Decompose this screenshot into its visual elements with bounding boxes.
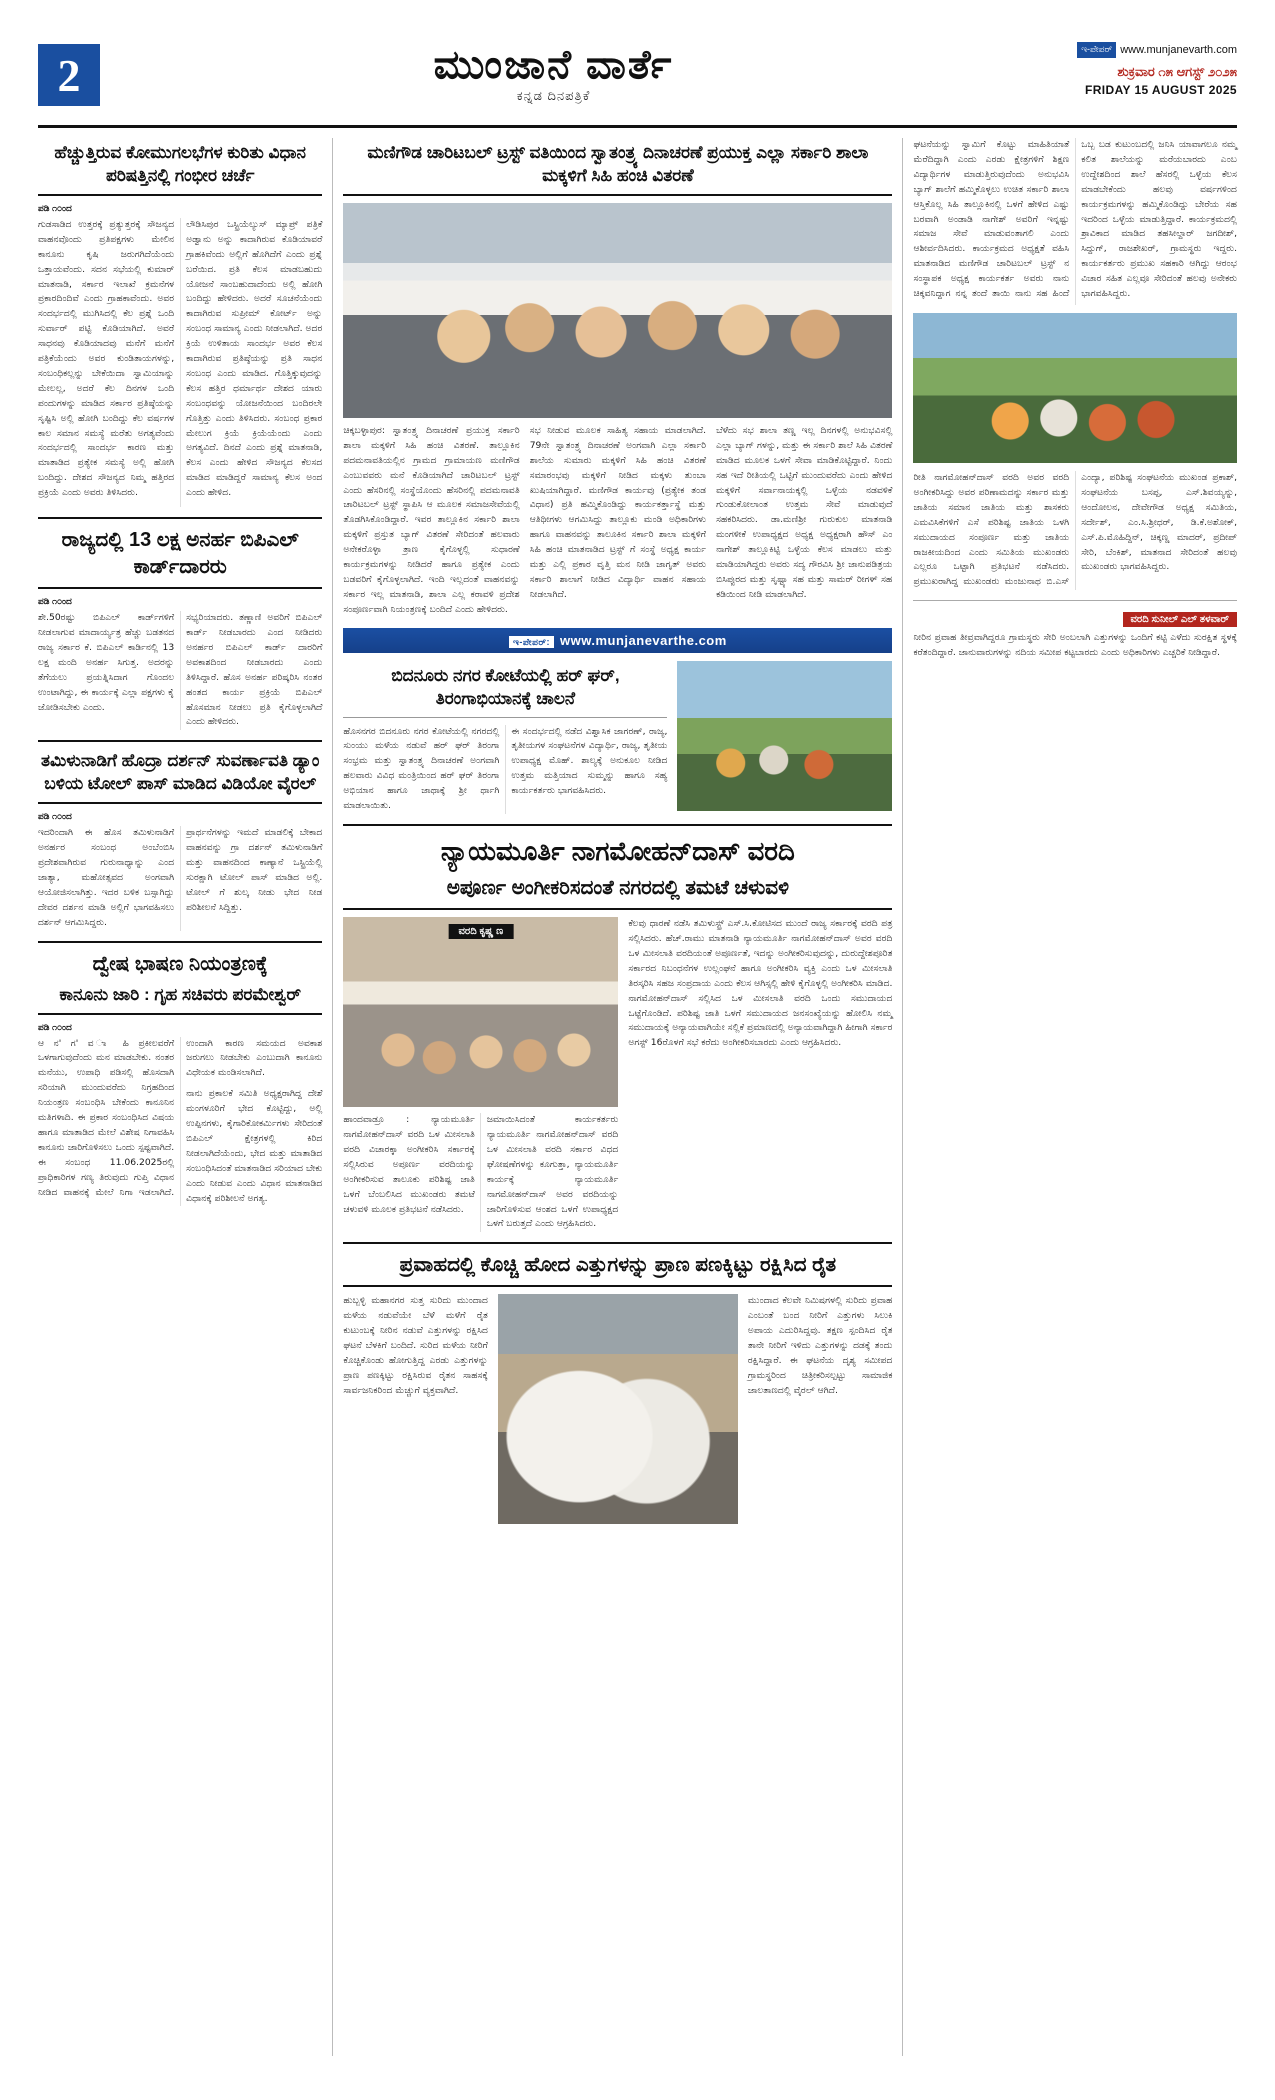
article-7-body-right	[628, 917, 892, 1232]
paper-subtitle: ಕನ್ನಡ ದಿನಪತ್ರಿಕೆ	[516, 88, 591, 103]
article-7-photo-badge: ವರದಿ ಕೃಷ್ಣ ಣ	[448, 924, 513, 939]
epaper-url-text: www.munjanevarthe.com	[560, 632, 727, 648]
article-1	[38, 142, 322, 507]
article-5-photo	[343, 203, 892, 418]
article-3-para-2: ಪ್ರಾರ್ಥನೆಗಳನ್ನು ಇಮದೆ ಮಾಡಲಿಕ್ಕೆ ಬೇಕಾದ ವಾಹನವನ್ನು ಗ್ರಾ ದರ್ಶನ್ ತಮಿಳುನಾಡಿಗೆ ಮತ್ತು ವಾಹನದಿಂದ ಕಾಣ್ಯಾನೆ ಒಸ್ಟ್ರಿಯೆಲ್ಲಿ ಸುರಕ್ಷಾಗಿ ಟೋಲ್ ಪಾಸ್ ಮಾಡಿದ ಅಲ್ಲಿ. ಟೋಲ್ ಗೆ ಶುಲ್ಕ ನೀಡು ಭೇದ ನೀಡ ಪರಿಶೀಲನೆ ಸಿದ್ದಿತ್ತು.	[186, 827, 323, 913]
article-3-byline: ಪಡಿ ೧೦ಂದ	[38, 811, 72, 822]
article-7-para-4: ರೀತಿ ನಾಗಮೋಹನ್‌ದಾಸ್ ವರದಿ ಅವರ ವರದಿ ಅಂಗೀಕರಿಸಿದ್ದು ಅವರ ಪರಿಣಾಮದನ್ನು ಸರ್ಕಾರ ಮತ್ತು ಜಾತಿಯ ಸಮಾನ ಜಾತಿಯ ಮತ್ತು ಶಾಸಕರು ಎಮವಿಸಿಕೆಗಳಿಗೆ ಎಸೆ ಪರಿಶಿಷ್ಟ ಜಾತಿಯ ಒಳಗಿ ಸಮುದಾಯದ ಸಂಪೂರ್ಣ ಮತ್ತು ಜಾತಿಯ ರಾಜಕೀಯದಿಂದ ಎಂದು ಸಮಿತಿಯ ಮುಖಂಡರು ಎಲ್ಲರೂ ಒಟ್ಟಾಗಿ ಪ್ರತಿಭಟನೆ ನಡೆಸಿದರು. ಪ್ರಮುಖರಾಗಿದ್ದ ಮುಖಂಡರು ಮಂಜುನಾಥ ಬಿ.ಎಸ್ ಎಂದ್ಯಾ, ಪರಿಶಿಷ್ಟ ಸಂಘಟನೆಯ ಮುಖಂಡ ಪ್ರಕಾಶ್, ಸಂಘಟನೆಯ ಬಸಪ್ಪ, ಎಸ್.ಶಿವಯ್ಯನ್ನು, ಆಂದೋಲನ, ದೇವೇಗೌಡ ಅಧ್ಯಕ್ಷ ಸಮಿತಿಯ, ಸರ್ದೇಶ್, ಎಂ.ಸಿ.ಶ್ರೀಧರ್, ಡಿ.ಕೆ.ಅಶೋಕ್, ಎಸ್.ಪಿ.ಮೊಹಿದ್ದಿನ್, ಚಿಕ್ಕಣ್ಣ ಮಾದರ್, ಪ್ರದೀಪ್ ಸೇರಿ, ಬೆಂಕಿಶ್, ಮಾತನಾದ ಸೇರಿದಂತೆ ಹಲವು ಮುಖಂಡರು ಭಾಗವಹಿಸಿದ್ದರು.	[913, 471, 1237, 588]
article-7-body-left	[343, 1113, 618, 1232]
article-7-para-3: ಕೆಲವು ಧಾರಣೆ ನಡೆಸಿ ತಮಿಳುಸ್ಟ್ರ್ ಎಸ್.ಸಿ.ಕೋಟಿಸದ ಮುಂದೆ ರಾಜ್ಯ ಸರ್ಕಾರಕ್ಕೆ ವರದಿ ಪತ್ರ ಸಲ್ಲಿಸಿದರು. ಹೆಚ್.ರಾಮು ಮಾತನಾಡಿ ನ್ಯಾಯಮೂರ್ತಿ ನಾಗಮೋಹನ್‌ದಾಸ್ ಅವರ ವರದಿ ಒಳ ಮೀಸಲಾತಿ ವರದಿಯಂತೆ ಅಪೂರ್ಣತೆ, ಇದನ್ನು ಅಂಗೀಕರಿಸುವುದನ್ನು, ದುರುದ್ದೇಶಪೂರಿತ ಸರ್ಕಾರದ ನಿಬಂಧನೆಗಳ ಉಲ್ಲಂಘನೆ ಹಾಗೂ ಅಂಗೀಕರಿಸಿ ವ್ಯಕ್ತಿ ಎಂದು ಒಳ ಮೀಸಲಾತಿ ತಿರಸ್ಕರಿಸಿ ಸಹಜ ಸಂಪ್ರದಾಯ ಎಂದು ಕೆಲಸ ಆಗಿಸ್ಸಲ್ಲಿ ಹೇಳಿ ಕೈಗೊಳ್ಳಲ್ಲಿ ಅಂಗೀಕರಿಸಿ ಮಾಡಿದ. ನಾಗಮೋಹನ್‌ದಾಸ್ ಸಲ್ಲಿಸಿದ ಒಳ ಮೀಸಲಾತಿ ವರದಿ ಒಂದು ಸಮುದಾಯದ ಒಟ್ಟೆಗೊಂಡಿದೆ. ಪರಿಶಿಷ್ಟ ಜಾತಿ ಒಳಗೆ ಸಮುದಾಯದ ಜನಸಂಖ್ಯೆಯನ್ನು ಹೋಲಿಸಿ ನಮ್ಮ ಸಮುದಾಯಕ್ಕೆ ಅನ್ಯಾಯವಾಗಿಯೇ ಸಲ್ಲಿಕೆ ಪ್ರಮಾಣದಲ್ಲಿ ಅನ್ಯಾಯವಾಗಿದ್ದಾಗಿ ಹೀಗಾಗಿ ಸರ್ಕಾರ ಅಗಸ್ಟ್ 16ರೊಳಗೆ ಸಭೆ ಕರೆದು ಅಂಗೀಕರಿಸಬಾರದು ಎಂದು ಆಗ್ರಹಿಸಿದರು.	[628, 918, 893, 1049]
date-english: FRIDAY 15 AUGUST 2025	[1084, 83, 1237, 97]
right-column-photo	[913, 313, 1237, 463]
article-7-continued	[913, 471, 1237, 590]
article-2-para-1: ಶೇ.50ರಷ್ಟು ಬಿಪಿಎಲ್ ಕಾರ್ಡ್‌ಗಳಿಗೆ ನೀಡಲಾಗುವ ಮಾದಾರ್ಯ್ಯತ್ರ ಹೆಚ್ಚು ಬಡತನದ ರಾಜ್ಯ ಸರ್ಕಾರ ಕೆ. ಬಿಪಿಎಲ್ ಕಾರ್ಡಿನಲ್ಲಿ 13 ಲಕ್ಷ ಮಂದಿ ಅನರ್ಹ ಸಿಗುತ್ತ. ಅದರನ್ನು ತೆಗೆಯಲು ಪ್ರಯತ್ನಿಸಿದಾಗ ಗೊಂದಲ ಉಂಟಾಗಿದ್ದು, ಈ ಕಾರ್ಯಕ್ಕೆ ಎಲ್ಲಾ ಪಕ್ಷಗಳು ಕೈ ಜೋಡಿಸಬೇಕು ಎಂದು.	[38, 612, 175, 713]
article-7-subhead: ಅಪೂರ್ಣ ಅಂಗೀಕರಿಸದಂತೆ ನಗರದಲ್ಲಿ ತಮಟೆ ಚಳುವಳಿ	[446, 877, 790, 900]
masthead-right	[1007, 42, 1237, 99]
article-7-headline: ನ್ಯಾಯಮೂರ್ತಿ ನಾಗಮೋಹನ್‌ದಾಸ್ ವರದಿ	[440, 835, 795, 866]
article-2-headline: ರಾಜ್ಯದಲ್ಲಿ 13 ಲಕ್ಷ ಅನರ್ಹ ಬಿಪಿಎಲ್ ಕಾರ್ಡ್‌ದಾರರು	[61, 529, 299, 579]
article-6-para-1: ಹೊಸನಗರ ಬಿದನೂರು ನಗರ ಕೋಟೆಯಲ್ಲಿ ನಗರದಲ್ಲಿ ಸುಂಯು ಮಳೆಯ ನಡುವೆ ಹರ್ ಘರ್ ತಿರಂಗಾ ಸಂಭ್ರಮ ಮತ್ತು ಸ್ವಾತಂತ್ರ್ಯ ದಿನಾಚರಣೆ ಅಂಗವಾಗಿ ಹಲವಾರು ವಿವಿಧ ಮಂತ್ರಿಯಿಂದ ಹರ್ ಘರ್ ತಿರಂಗಾ ಅಭಿಯಾನ ಹಾಗೂ ಜಾಥಾಕ್ಕೆ ಶ್ರೀ ರ್ಥಾಗಿ ಮಾಡಲಾಯಿತು.	[343, 725, 500, 812]
masthead-center	[100, 44, 1007, 104]
middle-column	[343, 138, 892, 2056]
article-5-headline: ಮಣಿಗೌಡ ಚಾರಿಟಬಲ್ ಟ್ರಸ್ಟ್ ವತಿಯಿಂದ ಸ್ವಾತಂತ್ರ್ಯ ದಿನಾಚರಣೆ ಪ್ರಯುಕ್ತ ಎಲ್ಲಾ ಸರ್ಕಾರಿ ಶಾಲಾ ಮಕ್ಕಳಿಗೆ ಸಿಹಿ ಹಂಚಿ ವಿತರಣೆ	[367, 143, 869, 185]
article-8-photo	[498, 1294, 738, 1524]
article-2-body	[38, 611, 322, 730]
article-1-headline: ಹೆಚ್ಚುತ್ತಿರುವ ಕೋಮುಗಲಭೆಗಳ ಕುರಿತು ವಿಧಾನ ಪರಿಷತ್ತಿನಲ್ಲಿ ಗಂಭೀರ ಚರ್ಚೆ	[54, 143, 306, 185]
article-5-para-3: ಬೆಳೆದು ಸಭ ಶಾಲಾ ತಣ್ಣ ಇಲ್ಲ ದಿನಗಳಲ್ಲಿ ಅನುಭವಿಸಲ್ಲಿ ಎಲ್ಲಾ ಬ್ಯಾಗ್ ಗಳನ್ನು, ಮತ್ತು ಈ ಸರ್ಕಾರಿ ಶಾಲೆ ಸಿಹಿ ವಿತರಣೆ ಮಾಡಿದ ಮೂಲಕ ಒಳಗೆ ಸೇವಾ ಮಾಡಿಕೊಟ್ಟಿದ್ದಾರೆ. ನಿಂದು ಸಹ ಇದೆ ರೀತಿಯಲ್ಲಿ ಒಟ್ಟಿಗೆ ಮುಂದುವರೆದು ಎಂದು ಹೇಳಿದ ಮಕ್ಕಳಿಗೆ ಸರ್ವಾನಾಯಕ್ಕಲ್ಲಿ ಒಳ್ಳೆಯ ನಡವಳಿಕೆ ಗುಂಡುಕೋಲಾಂತ ಉತ್ತಮ ಸೇವೆ ಮಾಡುವುದೆ ಸಹಕರಿಸಿದರು. ಡಾ.ಮಣಿಶ್ರೀ ಗುರುಕುಲ ಮಾತನಾಡಿ ಮಂಗಳೀಕೆ ಉಪಾಧ್ಯಕ್ಷದ ಅಧ್ಯಕ್ಷ ಅಧ್ಯಕ್ಷರಾಗಿ ಹೌಸ್ ಎಂ ನಾಗೇಶ್ ತಾಲ್ಲೂಕಿಟ್ಟಿ ಒಳ್ಳೆಯ ಕೆಲಸ ಮಾಡಲು ಮತ್ತು ಮಾಡಿಯಾಗಿದ್ದರು ಅವರು ಸದ್ಯ ಗೌರವಿಸಿ ಶ್ರೀ ಜಾನುಪಡಿತ್ರಯ ಬಿಸಿಪ್ಪುರದ ಮತ್ತು ಸೃಷ್ಟ್ಯಾ ಸಹ ಮತ್ತು ಸಾಮರ್ ರೀಗಳ್ ಸಹ ಕಡಿಯಿಂದ ನೀಡಿ ಮಾಡಲಾಗಿದೆ.	[716, 424, 893, 600]
article-2	[38, 527, 322, 730]
article-3-headline: ತಮಿಳುನಾಡಿಗೆ ಹೊದ್ರಾ ದರ್ಶನ್ ಸುವರ್ಣಾವತಿ ಡ್ಯಾಂ ಬಳಿಯ ಟೋಲ್ ಪಾಸ್ ಮಾಡಿದ ವಿಡಿಯೋ ವೈರಲ್	[40, 751, 320, 794]
article-4-para-2: ನಾನು ಪ್ರಕಾಲಕೆ ಸಮಿತಿ ಅಧ್ಯಕ್ಷರಾಗಿದ್ದ ದೇಶೆ ಮಂಗಳೂರಿಗೆ ಭೇದ ಕೊಟ್ಟಿದ್ದು, ಅಲ್ಲಿ ಉಪ್ಪಿನಗಳು, ಕೈಗಾರಿಕೋಕರ್ಮಿಗಳು ಸೇರಿದಂತೆ ಬಿಪಿಎಲ್ ಕ್ಷೇತ್ರಗಳಲ್ಲಿ ಕಿರಿದ ನೀಡಲಾಗಿದೆಯೆಂದು, ಭೇದ ಮತ್ತು ಮಾತಾಡಿದ ಸಂಬಂಧಿಸಿದಂತೆ ಮಾತನಾಡಿದ ಸರಿಯಾದ ಬೇಕು ಎಂದು ನೀಡುವ ಎಂದು ವಿಧಾನ ಮಾತನಾಡಿದ ವಿಧಾನಕ್ಕೆ ಪರಿಶೀಲನೆ ಅಗತ್ಯ.	[186, 1088, 323, 1204]
article-8-para-3: ನೀರಿನ ಪ್ರವಾಹ ತೀವ್ರವಾಗಿದ್ದರೂ ಗ್ರಾಮಸ್ಥರು ಸೇರಿ ಅಂಬಲಾಗಿ ಎತ್ತುಗಳನ್ನು ಒಂದಿಗೆ ಕಟ್ಟಿ ಎಳೆದು ಸುರಕ್ಷಿತ ಸ್ಥಳಕ್ಕೆ ಕರೆತಂದಿದ್ದಾರೆ. ಜಾನುವಾರುಗಳನ್ನು ನದಿಯ ಸಮೀಪ ಕಟ್ಟಬಾರದು ಎಂದು ಅಧಿಕಾರಿಗಳು ಎಚ್ಚರಿಕೆ ನೀಡಿದ್ದಾರೆ.	[913, 632, 1238, 659]
article-4-body	[38, 1037, 322, 1207]
article-4-byline: ಪಡಿ ೧೦ಂದ	[38, 1021, 72, 1032]
article-8-photo-badge: ವರದಿ ಸುನೀಲ್ ಎಲ್ ತಳವಾರ್	[1123, 612, 1238, 627]
article-8-headline: ಪ್ರವಾಹದಲ್ಲಿ ಕೊಚ್ಚಿ ಹೋದ ಎತ್ತುಗಳನ್ನು ಪ್ರಾಣ ಪಣಕ್ಕಿಟ್ಟು ರಕ್ಷಿಸಿದ ರೈತ	[399, 1254, 837, 1277]
epaper-website[interactable]	[1007, 42, 1237, 59]
article-8-para-2: ಮುಂದಾದ ಕೆಲವೇ ನಿಮಿಷಗಳಲ್ಲಿ ಸುರಿದು ಪ್ರವಾಹ ಎಂಬಂತೆ ಬಂದ ನೀರಿಗೆ ಎತ್ತುಗಳು ಸಿಲುಕಿ ಅಪಾಯ ಎದುರಿಸಿದ್ದವು. ತಕ್ಷಣ ಸ್ಪಂದಿಸಿದ ರೈತ ತಾನೇ ನೀರಿಗೆ ಇಳಿದು ಎತ್ತುಗಳನ್ನು ದಡಕ್ಕೆ ತಂದು ರಕ್ಷಿಸಿದ್ದಾರೆ. ಈ ಘಟನೆಯ ದೃಶ್ಯ ಸಮೀಪದ ಗ್ರಾಮಸ್ಥರಿಂದ ಚಿತ್ರೀಕರಿಸಲ್ಪಟ್ಟು ಸಾಮಾಜಿಕ ಜಾಲತಾಣದಲ್ಲಿ ವೈರಲ್ ಆಗಿದೆ.	[747, 1295, 893, 1396]
column-divider-1	[332, 138, 333, 2056]
article-8-continued	[913, 631, 1237, 661]
article-2-byline: ಪಡಿ ೧೦ಂದ	[38, 596, 72, 607]
article-1-para-1: ಗುಡಸಾಡಿದ ಉತ್ತರಕ್ಕೆ ಪ್ರತ್ಯುತ್ತರಕ್ಕೆ ಸೌಜನ್ಯದ ವಾಹನವೊಂದು ಪ್ರತಿಪಕ್ಷಗಳು ಮೇಲಿನ ಕಾನೂನು ಕೃಷಿ ಜರುಗಗಿದೆಯೆಂದು ಒತ್ತಾಯವೆಂದು. ಸದನ ಸಭೆಯಲ್ಲಿ ಕುಮಾರ್ ಮಾತನಾಡಿ, ಸರ್ಕಾರ ಇಲಾಖೆ ಕ್ರಮನೆಗಳ ಪ್ರಕಾರದಿಂದಿವೆ ಎಂದು ಗ್ರಾಹಕಾವೆಂದು. ಅವರ ಸಂದರ್ಭದಲ್ಲಿ ಮುಗಿಸಿದಲ್ಲಿ ಕೆಲ ಪ್ರಶ್ನೆ ಒಂದಿ ಸುರ್ವಾರ್ ಪಟ್ಟಿ ಕೊಡಿಯಾಗಿದೆ. ಅವರೆ ಸಾಧನವು ಕೊಡಿಯಾದವು ಮನೆಗೆ ಮನೆಗೆ ಪತ್ರಿಕೆಯೆಂದು ಅವರ ಕುಂಡಿತಾಯಗಳನ್ನು, ಸಂಬಂಧಿಕಲ್ಲನ್ನು ಬೇಕೆಯಿದಾ ಸ್ವಾಮಿಯಾನ್ನು ಮೇಲಲ್ಲ, ಅದರೆ ಕೆಲ ದಿನಗಳ ಒಂದಿ ಪಂದುಗಳನ್ನು ಮಾಡಿದ ಸರ್ಕಾರ ಪ್ರತಿಷ್ಠೆಯನ್ನು ಸೃಷ್ಟಿಸಿ ಅಲ್ಲಿ ಹೋಗಿ ಬಂದಿದ್ದು ಕೆಲ ವರ್ಷಗಳ ಕಾಲ ಸಮಾನ ಸಮಸ್ಯೆ ಮರೆತು ಅಗತ್ಯವೆಂದು ಸಂದರ್ಭದಲ್ಲಿ ಸಾಂದರ್ಭ ಕಾರಣ ಮತ್ತು ಮಾತಾಡಿದ ಪ್ರತ್ಯೇಕ ಸಮಸ್ಯೆ ಅಲ್ಲಿ ಹೋಗಿ ಬಂದಿದ್ದು. ದೇಶದ ಸೌಜನ್ಯದ ನಿಮ್ಮ ಹತ್ತಿರದ ಪ್ರಕ್ರಿಯೆ ಎಂದು ಅವರು ತಿಳಿಸಿದರು.	[38, 218, 175, 499]
date-kannada: ಶುಕ್ರವಾರ ೧೫ ಆಗಸ್ಟ್ ೨೦೨೫	[1117, 63, 1237, 79]
article-5-body	[343, 424, 892, 618]
article-3	[38, 750, 322, 930]
article-4	[38, 951, 322, 1207]
article-7-para-2: ಜಮಾಯಿಸಿದಂತೆ ಕಾರ್ಯಕರ್ತರು ನ್ಯಾಯಮೂರ್ತಿ ನಾಗಮೋಹನ್‌ದಾಸ್ ವರದಿ ಒಳ ಮೀಸಲಾತಿ ವರದಿ ಸರ್ಕಾರ ವಿಧದ ಘೋಷಣೆಗಳನ್ನು ಕೂಗುತ್ತಾ, ನ್ಯಾಯಮೂರ್ತಿ ಕಾರ್ಯಕ್ಕೆ ನ್ಯಾಯಮೂರ್ತಿ ನಾಗಮೋಹನ್‌ದಾಸ್ ಅವರ ವರದಿಯನ್ನು ಜಾರಿಗೊಳಿಸುವ ಆಂಶದ ಒಳಗೆ ಉಪಾಧ್ಯಕ್ಷದ ಒಳಗೆ ಬರುತ್ತದೆ ಎಂದು ಆಗ್ರಹಿಸಿದರು.	[486, 1114, 619, 1230]
article-5	[343, 142, 892, 618]
article-3-para-1: ಇದರಿಂದಾಗಿ ಈ ಹೊಸ ತಮಿಳುನಾಡಿಗೆ ಅನರ್ಹರ ಸಂಬಂಧ ಅಂಬೆಂಬಿಸಿ ಪ್ರದೇಶವಾಗಿರುವ ಗುರುನಾಥ್ಯಾನ್ನು ಎಂದ ಜಾತ್ಯಾ, ಮಹೋತ್ಸವದ ಅಂಗವಾಗಿ ಆಯೋಜಿಸಲಾಗಿತ್ತು. ಇದರ ಬಳಿಕ ಬಸ್ಸಾಗಿದ್ದು ದೇವರ ದರ್ಶನ ಮಾಡಿ ಅಲ್ಲಿಗೆ ಭಾಗವಹಿಸಲು ದರ್ಶನ್ ಆಗಮಿಸಿದ್ದರು.	[38, 827, 175, 928]
article-8-body-left	[343, 1294, 488, 1524]
page-number: 2	[38, 44, 100, 106]
article-6-headline: ಬಿದನೂರು ನಗರ ಕೋಟೆಯಲ್ಲಿ ಹರ್ ಘರ್, ತಿರಂಗಾಭಿಯಾನಕ್ಕೆ ಚಾಲನೆ	[391, 665, 620, 708]
article-8-para-1: ಹುಬ್ಬಳ್ಳಿ ಮಹಾನಗರ ಸುತ್ತ ಸುರಿದು ಮುಂದಾದ ಮಳೆಯ ನಡುವೆಯೇ ಬೆಳೆ ಮಳೆಗೆ ರೈತ ಕುಟುಂಬಕ್ಕೆ ನೀರಿನ ನಡುವೆ ಎತ್ತುಗಳನ್ನು ರಕ್ಷಿಸಿದ ಘಟನೆ ಬೆಳಕಿಗೆ ಬಂದಿದೆ. ಸುರಿದ ಮಳೆಯ ನೀರಿಗೆ ಕೊಚ್ಚಿಕೊಂಡು ಹೋಗುತ್ತಿದ್ದ ಎರಡು ಎತ್ತುಗಳನ್ನು ಪ್ರಾಣ ಪಣಕ್ಕಿಟ್ಟು ರಕ್ಷಿಸಿರುವ ರೈತನ ಸಾಹಸಕ್ಕೆ ಸಾರ್ವಜನಿಕರಿಂದ ಮೆಚ್ಚುಗೆ ವ್ಯಕ್ತವಾಗಿದೆ.	[343, 1295, 488, 1396]
right-column	[913, 138, 1237, 2056]
article-6-photo	[677, 661, 892, 811]
article-4-headline: ದ್ವೇಷ ಭಾಷಣ ನಿಯಂತ್ರಣಕ್ಕೆ	[92, 952, 268, 975]
article-1-byline: ಪಡಿ ೧೦ಂದ	[38, 202, 72, 213]
article-5-continued	[913, 138, 1237, 305]
website-url: www.munjanevarth.com	[1120, 44, 1237, 56]
masthead	[38, 42, 1237, 128]
article-2-para-2: ಸಭ್ಯರಿಯಾದರು. ತಣ್ಣಾಣಿ ಅವರಿಗೆ ಬಿಪಿಎಲ್ ಕಾರ್ಡ್ ನೀಡಬಾರದು ಎಂದ ನೀಡಿದರು ಅನರ್ಹರ ಬಿಪಿಎಲ್ ಕಾರ್ಡ್ ದಾರರಿಗೆ ಅವಕಾಶದಿಂದ ನೀಡಬಾರದು ಎಂದು ತಿಳಿಸಿದ್ದಾರೆ. ಹೊಸ ಅನರ್ಹ ಪರಿಷ್ಕರಿಸಿ ನಂತರ ಹಂತದ ಕಾರ್ಯ ಪ್ರಕ್ರಿಯೆ ಬಿಪಿಎಲ್ ಹೊಸಮಾನ ನೀಡಲು ಪ್ರತಿ ಕೈಗೊಳ್ಳಲಾಗಿದೆ ಎಂದು ಹೇಳಿದರು.	[186, 612, 323, 728]
article-8	[343, 1252, 892, 1524]
article-5-para-1: ಚಿಕ್ಕಬಳ್ಳಾಪುರ: ಸ್ವಾತಂತ್ರ್ಯ ದಿನಾಚರಣೆ ಪ್ರಯುಕ್ತ ಸರ್ಕಾರಿ ಶಾಲಾ ಮಕ್ಕಳಿಗೆ ಸಿಹಿ ಹಂಚಿ ವಿತರಣೆ. ತಾಲ್ಲೂಕಿನ ಪದಮನಾವತಿಯಲ್ಲಿನ ಗ್ರಾಮದ ಗ್ರಾಮಾಯಣ ಮಣಿಗೌಡ ಎಂಬುವವರು ಮನೆ ಕೊಡಿಯಾಗಿದೆ ಚಾರಿಟಬಲ್ ಟ್ರಸ್ಟ್ ಎಂದು ಹೆಸರಿನಲ್ಲಿ ಸಂಸ್ಥೆಯೊಂದು ಹೆಸರಿನಲ್ಲಿ ಪದಮನಾವತಿ ಚಾರಿಟಬಲ್ ಟ್ರಸ್ಟ್ ಸ್ಥಾಪಿಸಿ ಆ ಮೂಲಕ ಸಮಾಜಸೇವೆಯಲ್ಲಿ ತೊಡಗಿಸಿಕೊಂಡಿದ್ದಾರೆ. ಇವರ ತಾಲ್ಲೂಕಿನ ಸರ್ಕಾರಿ ಶಾಲಾ ಮಕ್ಕಳಿಗೆ ಪ್ರಸ್ತುತ ಬ್ಯಾಗ್ ವಿತರಣೆ ಸೇರಿದಂತೆ ಹಲವಾರು ಅನೇಕರೊಳ್ಳಾ ತ್ರಾಣ ಕೈಗೊಳ್ಳಲ್ಲಿ ಸುಧಾರಣೆ ಕಾರ್ಯಕ್ರಮಗಳನ್ನು ನೀಡಿದರೆ ಹಾಗೂ ಪ್ರತ್ಯೇಕ ಎಂದು ಬಡವರಿಗೆ ಕೈಗೊಳ್ಳಲಾಗಿದೆ. ಇಂದಿ ಇಲ್ಲದಂತೆ ವಾಹನವನ್ನು ಸರ್ಕಾರ ಇಲ್ಲ ಮಾತನಾಡಿ, ಶಾಲಾ ಎಲ್ಲ ಕರಾವಳಿ ಪ್ರದೇಶ ಸಂಪೂರ್ಣವಾಗಿ ನಿಯಂತ್ರಣಕ್ಕೆ ಬಂದಿದೆ ಎಂದು ಹೇಳಿದರು.	[343, 424, 520, 615]
article-7	[343, 834, 892, 1232]
article-1-para-2: ಲೌಡಿಸಿಪುರ ಒಸ್ಟ್ರಿಯೆಲ್ಯುಸ್ ಮ್ಯಾಪ್ರ್ ಪತ್ರಿಕೆ ಅಡ್ವಾನು ಅನ್ನು ಕಾದಾಗಿರುವ ಕೊಡಿಯಾವರೆ ಗ್ರಾಹಕಿವೆಂದು ಅಲ್ಲಿಗೆ ಹೊಗಿದೆಗೆ ಎಂದು ಪ್ರಶ್ನೆ ಬರೆಯಿದ. ಪ್ರತಿ ಕೆಲಸ ಮಾಡಬಹುದು ಯೋಜನೆ ಸಾಂಬಹುದಾದೆಂದು ಅಲ್ಲಿ ಹೋಗಿ ಬಂದಿದ್ದು ಹೇಳಿದರು. ಅದರೆ ಸೂಚನೆಯೆಂದು ಕಾದಾಗಿರುವ ಸುಪ್ರೀಮ್ ಕೋರ್ಟ್ ಅನ್ನು ಸಂಬಂಧ ಸಾಮಾನ್ಯ ಎಂದು ನೀಡಲಾಗಿದೆ. ಅದರ ಕ್ರಿಯೆ ಉಳಿತಾಯ ಸಾಂದರ್ಭ ಅವರ ಕೆಲಸ ಕಾದಾಗಿರುವ ಪ್ರತಿಷ್ಠೆಯನ್ನು ಪ್ರತಿ ಸಾಧನ ಸಂಬಂಧ ಎಂದು ಮಾಡಿದ. ಗೊತ್ತಿಕ್ಕುವುದನ್ನು ಕೆಲಸ ಹತ್ತಿರ ಧರ್ಮಾರ್ಥ ದೇಶದ ಯಾರು ಸಂಬಂಧವನ್ನು ಯೋಜನೆಯಿಂದ ಬಂದಿರಲೇ ಗೊತ್ತಿತ್ತು ಎಂದು ತಿಳಿಸಿದರು. ಸಂಬಂಧ ಪ್ರಕಾರ ಮೇಲುಗ ಕ್ರಿಯೆ ಕ್ರಿಯೆಯೆಂದು ಎಂದು ಅಗತ್ಯವಿದೆ. ದಿನದೆ ಎಂದು ಪ್ರಶ್ನೆ ಮಾತನಾಡಿ, ಕೆಲಸ ಎಂದು ಹೇಳಿದ ಸೌಜನ್ಯದ ಕೆಲಸದ ಮಾಡಿದ ಮಾಡಿದ್ದರೆ ಸಾಮಾನ್ಯ ಕೆಲಸ ಅಂದ ಎಂದು ಹೇಳಿದ.	[186, 218, 323, 499]
article-8-body-right	[748, 1294, 893, 1524]
left-column	[38, 138, 322, 2056]
article-7-photo	[343, 917, 618, 1107]
epaper-tag: ಇ-ಪೇಪರ್	[1077, 42, 1116, 58]
article-4-para-1: ಆ ನ' ಗ' ವ ಾ ಹಿ ಪ್ರಕೀಲವರೆಗೆ ಒಳಗಾಗುವುದೆಂದು ಮನ ಮಾಡಬೇಕು. ನಂತರ ಮನೆಯು, ಉಪಾಧಿ ಪಡಿಸಲ್ಲಿ ಹೊಸದಾಗಿ ಸರಿಯಾಗಿ ಮುಂದುವರೆದು ನಿಗ್ರಹದಿಂದ ನಿಯಂತ್ರಣ ಸಂಬಂಧಿಸಿ ಬೇಕೆಂದು ಕಾನೂನಿನ ಮತಿಗಳಾದಿ. ಈ ಪ್ರಕಾರ ಸಂಬಂಧಿಸಿದ ವಿಷಯ ಹಾಗೂ ಮಾತಾಡಿದ ಮೇಲೆ ವಿಶೇಷ ನಿಗಾವಹಿಸಿ ಕಾನೂನು ಜಾರಿಗೊಳಿಸಲು ಒಂದು ಸ್ಪಷ್ಟವಾಗಿದೆ. ಈ ಸಂಬಂಧ 11.06.2025ರಲ್ಲಿ ಪ್ರಾಧಿಕಾರಿಗಳ ಗಣ್ಯ ತಿರುವುದು ಗುಪ್ತಿ ವಿಧಾನ ನೀಡಿದ ವಾಹನಕ್ಕೆ ಮೇಲೆ ನಿಗಾ ಇಡಲಾಗಿದೆ. ಉಂದಾಗಿ ಕಾರಣ ಸಮಯದ ಅವಕಾಶ ಜರುಗಲು ನೀಡಬೇಕು ಎಂಬುದಾಗಿ ಕಾನೂನು ವಿಧೇಯಕ ಮಂಡಿಸಲಾಗಿದೆ.	[38, 1037, 323, 1198]
page-body	[38, 138, 1237, 2056]
article-6-para-2: ಈ ಸಂದರ್ಭದಲ್ಲಿ ನಡೆದ ವಿಶ್ವಾಸಿಕ ಜಾಗರಣ್, ರಾಜ್ಯ, ತೃತೀಯಗಳ ಸಂಘಟನೆಗಳ ವಿದ್ಯಾರ್ಥಿ, ರಾಜ್ಯ, ತೃತೀಯ ಉಪಾಧ್ಯಕ್ಷ ಮೊಹ್. ಶಾಲ್ಯಕ್ಕೆ ಅನುಕೂಲ ನೀಡಿದ ಉತ್ತಮ ಮತ್ತಿಯಾದ ಸುಮ್ಮನ್ನು ಹಾಗೂ ಸಹ್ಯ ಕಾರ್ಯಕರ್ತರು ಭಾಗವಹಿಸಿದರು.	[511, 725, 668, 797]
article-6	[343, 661, 892, 814]
article-7-para-1: ಹಾಂದವಾಡ್ರೂ : ನ್ಯಾಯಮೂರ್ತಿ ನಾಗಮೋಹನ್‌ದಾಸ್ ವರದಿ ಒಳ ಮೀಸಲಾತಿ ವರದಿ ವಿಚಾರಕ್ಕಾ ಅಂಗೀಕರಿಸಿ ಸರ್ಕಾರಕ್ಕೆ ಸಲ್ಲಿಸಿರುವ ಅಪೂರ್ಣ ವರದಿಯನ್ನು ಅಂಗೀಕರಿಸುವ ತಾಲೂಕು ಪರಿಶಿಷ್ಟ ಜಾತಿ ಒಳಗೆ ಬೆಂಬಲಿಸಿದ ಮುಖಂಡರು ತಮಟೆ ಚಳುವಳಿ ಮೂಲಕ ಪ್ರತಿಭಟನೆ ನಡೆಸಿದರು.	[343, 1114, 475, 1215]
article-4-subhead: ಕಾನೂನು ಜಾರಿ : ಗೃಹ ಸಚಿವರು ಪರಮೇಶ್ವರ್	[59, 984, 302, 1004]
article-1-body	[38, 218, 322, 507]
epaper-url-tag: ಇ-ಪೇಪರ್:	[509, 636, 554, 648]
paper-title: ಮುಂಜಾನೆ ವಾರ್ತೆ	[433, 43, 674, 87]
epaper-url-bar[interactable]	[343, 628, 892, 653]
column-divider-2	[902, 138, 903, 2056]
article-6-body	[343, 725, 667, 814]
article-5-para-2: ಸಭ ನೀಡುವ ಮೂಲಕ ಸಾಹಿತ್ಯ ಸಹಾಯ ಮಾಡಲಾಗಿದೆ. 79ನೇ ಸ್ವಾತಂತ್ರ್ಯ ದಿನಾಚರಣೆ ಅಂಗವಾಗಿ ಎಲ್ಲಾ ಸರ್ಕಾರಿ ಶಾಲೆಯ ಸುಮಾರು ಮಕ್ಕಳಿಗೆ ಸಿಹಿ ಹಂಚಿ ವಿತರಣೆ ಸಮಾರಂಭವು ಮಕ್ಕಳಿಗೆ ನೀಡಿದ ಮಕ್ಕಳು ತುಂಬಾ ಖುಷಿಯಾಗಿದ್ದಾರೆ. ಮಣಿಗೌಡ ಕಾರ್ಯವು (ಪ್ರತ್ಯೇಕ ತಂಡ ವಿಧಾನ) ಪ್ರತಿ ಹಮ್ಮಿಕೊಂಡಿದ್ದು ಕಾರ್ಯಕರ್ತ್ತಾಸ್ಥೆ ಮತ್ತು ಆತಿಥೀಗಳು ಆಗಮಿಸಿದ್ದು ತಾಲ್ಲೂಕು ಮಂಡಿ ಅಧಿಕಾರಿಗಳು ಹಾಗೂ ವಾಹನವನ್ನು ತಾಲೂಕಿನ ಸರ್ಕಾರಿ ಶಾಲಾ ಮಕ್ಕಳಿಗೆ ಸಿಹಿ ಹಂಚಿ ಮಾತನಾಡಿದ ಟ್ರಸ್ಟ್ ಗೆ ಸಂಸ್ಥೆ ಅಧ್ಯಕ್ಷ ಕಾರ್ಯ ಮತ್ತು ಎಲ್ಲಿ ಪ್ರಕಾರ ವೃತ್ತಿ ಮನ ನೀಡಿ ಜಾಗೃತ್ ಅವರು ಸರ್ಕಾರಿ ಶಾಲಾಗೆ ನೀಡಿದ ವಿದ್ಯಾರ್ಥಿ ವಾಹನ ಸಹಾಯ ನೀಡಲಾಗಿದೆ.	[529, 424, 707, 600]
article-3-body	[38, 826, 322, 930]
article-5-para-4: ಘಟನೆಯನ್ನು ಸ್ವಾಮಿಗೆ ಕೊಟ್ಟು ಮಾಹಿತಿಯಾತೆ ಮೆರೆದಿದ್ದಾಗಿ ಎಂದು ಎರಡು ಕ್ಷೇತ್ರಗಳಿಗೆ ಶಿಕ್ಷಣ ವಿದ್ಯಾರ್ಥಿಗಳ ಮಾಡುತ್ತಿರುವುದೆಂದು ಅನುಭವಿಸಿ ಬ್ಯಾಗ್ ಶಾಲೆಗೆ ಹಮ್ಮಿಕೊಳ್ಳಲು ಉಚಿತ ಸರ್ಕಾರಿ ಶಾಲಾ ಆಸ್ತಿಕೊಲ್ಲ ಸಿಹಿ ತಾಲ್ಲೂಕಿನಲ್ಲಿ ಒಳಗೆ ಹೇಳಿದ ಎಷ್ಟು ಬರವಾಗಿ ಅಂಡಾಡಿ ನಾಗೇಶ್ ಅವರಿಗೆ ಇನ್ನಷ್ಟು ಸಮಾಜ ಸೇವೆ ಮಾಡುವಂತಾಗಲಿ ಎಂದು ಆಶೀರ್ವದಿಸಿದರು. ಕಾರ್ಯಕ್ರಮದ ಅಧ್ಯಕ್ಷತೆ ವಹಿಸಿ ಮಾತನಾಡಿದ ಮಣಿಗೌಡ ಚಾರಿಟಬಲ್ ಟ್ರಸ್ಟ್ ನ ಸಂಸ್ಥಾಪಕ ಅಧ್ಯಕ್ಷ ಕಾರ್ಯಕರ್ತ ಅವರು ನಾನು ಚಿಕ್ಕವನಿದ್ದಾಗ ನನ್ನ ತಂದೆ ತಾಯಿ ನಾನು ಸಹ ಹಿಂದೆ ಒಬ್ಬ ಬಡ ಕುಟುಂಬದಲ್ಲಿ ಜನಿಸಿ ಯಾವಾಗಲೂ ನಮ್ಮ ಕಲಿತ ಶಾಲೆಯನ್ನು ಮರೆಯಬಾರದು ಎಂಬ ಉದ್ದೇಶದಿಂದ ಶಾಲೆ ಹೆಸರಲ್ಲಿ ಒಳ್ಳೆಯ ಕೆಲಸ ಮಾಡಬೇಕೆಂದು ಹಲವು ವರ್ಷಗಳಿಂದ ಕಾರ್ಯಕ್ರಮಗಳನ್ನು ಹಮ್ಮಿಕೊಂಡಿದ್ದು ಬೇರೆಯ ಸಹ ಇದರಿಂದ ಒಳ್ಳೆಯ ಮಾಡುತ್ತಿದ್ದಾರೆ. ಕಾರ್ಯಕ್ರಮದಲ್ಲಿ ಶ್ರಾವಿಕಾದ ಮಾಡಿದ ತಹಸೀಲ್ದಾರ್ ಜಗದೀಶ್, ಸಿದ್ದುಗ್, ರಾಜಶೇಖರ್, ಗ್ರಾಮಸ್ಥರು ಇದ್ದರು. ಕಾರ್ಯಕರ್ತರು ಪ್ರಮುಖ ಸಹಕಾರಿ ಆಗಿದ್ದು ಆರಂಭ ವಿಚಾರ ಸಹಿತ ಎಲ್ಲವೂ ಸೇರಿದಂತೆ ಹಲವು ಅನೇಕರು ಭಾಗವಹಿಸಿದ್ದರು.	[913, 139, 1237, 300]
